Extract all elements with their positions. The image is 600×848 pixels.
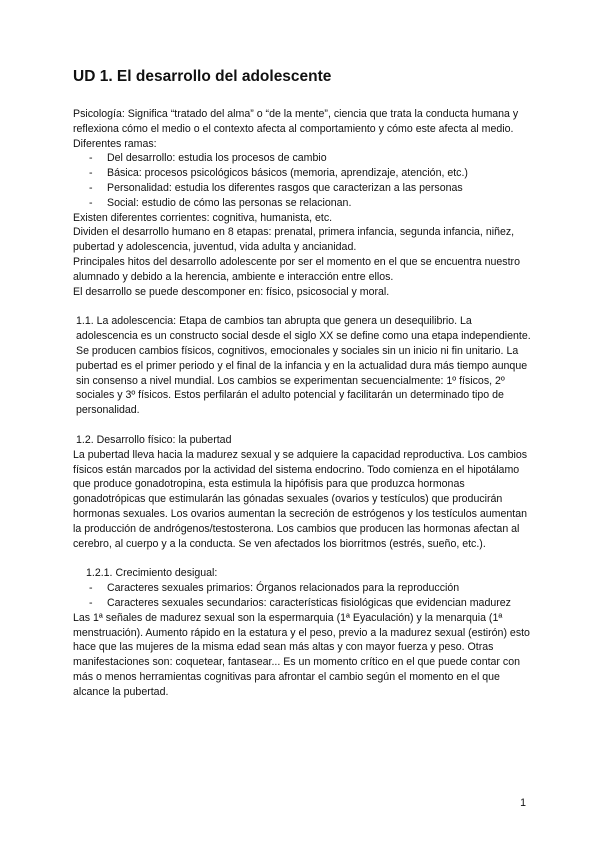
section-1-2-heading: 1.2. Desarrollo físico: la pubertad (76, 433, 232, 446)
list-item: - Caracteres sexuales primarios: Órganos relacionados para la reproducción (73, 581, 533, 596)
list-item: - Social: estudio de cómo las personas se relacionan. (73, 196, 533, 211)
list-item: - Básica: procesos psicológicos básicos (memoria, aprendizaje, atención, etc.) (73, 166, 533, 181)
list-item: - Personalidad: estudia los diferentes rasgos que caracterizan a las personas (73, 181, 533, 196)
page-number: 1 (520, 797, 526, 809)
descomposicion-paragraph: El desarrollo se puede descomponer en: físico, psicosocial y moral. (73, 285, 390, 298)
document-page (73, 66, 533, 699)
section-1-1-paragraph: 1.1. La adolescencia: Etapa de cambios tan abrupta que genera un desequilibrio. La adolescencia es un constructo social desde el siglo XX se define como una etapa independiente. Se producen cambios físicos, cognitivos, emocionales y sociales sin un inicio ni fin unitario. La pubertad es el primer periodo y el final de la infancia y en la actualidad dura más tiempo aunque sin consenso a nivel mundial. Los cambios se experimentan secuencialmente: 1º físicos, 2º sociales y 3º físicos. Estos perfilarán el adulto potencial y facilitarán un determinado tipo de personalidad. (76, 315, 531, 417)
section-1-2-paragraph: La pubertad lleva hacia la madurez sexual y se adquiere la capacidad reproductiva. Los cambios físicos están marcados por la actividad del sistema endocrino. Todo comienza en el hipotálamo que produce gonadotropina, esta estimula la hipófisis para que produzca hormonas gonadotrópicas que estimularán las gónadas sexuales (ovarios y testículos) que producirán hormonas sexuales. Los ovarios aumentan la secreción de estrógenos y los testículos aumentan la producción de andrógenos/testosterona. Los cambios que producen las hormonas afectan al cerebro, al cuerpo y a la conducta. Se ven afectados los biorritmos (estrés, sueño, etc.). (73, 448, 528, 550)
list-item: - Del desarrollo: estudia los procesos de cambio (73, 151, 533, 166)
section-1-2-1-paragraph: Las 1ª señales de madurez sexual son la espermarquia (1ª Eyaculación) y la menarquia (1ª menstruación). Aumento rápido en la estatura y el peso, previo a la madurez sexual (estirón) esto hace que las mujeres de la misma edad sean más altas y con mayor fuerza y peso. Otras manifestaciones son: coquetear, fantasear... Es un momento crítico en el que puede contar con más o menos herramientas cognitivas para afrontar el cambio según el momento en el que alcance la pubertad. (73, 611, 530, 698)
section-1-2-1-heading: 1.2.1. Crecimiento desigual: (86, 567, 218, 580)
page-title: UD 1. El desarrollo del adolescente (73, 68, 332, 85)
corrientes-paragraph: Existen diferentes corrientes: cognitiva, humanista, etc. (73, 211, 333, 224)
caracteres-list (73, 581, 533, 611)
list-item: - Caracteres sexuales secundarios: características fisiológicas que evidencian madurez (73, 596, 533, 611)
etapas-paragraph: Dividen el desarrollo humano en 8 etapas: prenatal, primera infancia, segunda infancia, niñez, pubertad y adolescencia, juventud, vida adulta y ancianidad. (73, 226, 515, 254)
intro-paragraph: Psicología: Significa “tratado del alma” o “de la mente”, ciencia que trata la conducta humana y reflexiona cómo el medio o el contexto afecta al comportamiento y cómo este afecta al medio. Diferentes ramas: (73, 108, 519, 150)
ramas-list (73, 151, 533, 210)
hitos-paragraph: Principales hitos del desarrollo adolescente por ser el momento en el que se encuentra nuestro alumnado y debido a la herencia, ambiente e interacción entre ellos. (73, 255, 520, 283)
